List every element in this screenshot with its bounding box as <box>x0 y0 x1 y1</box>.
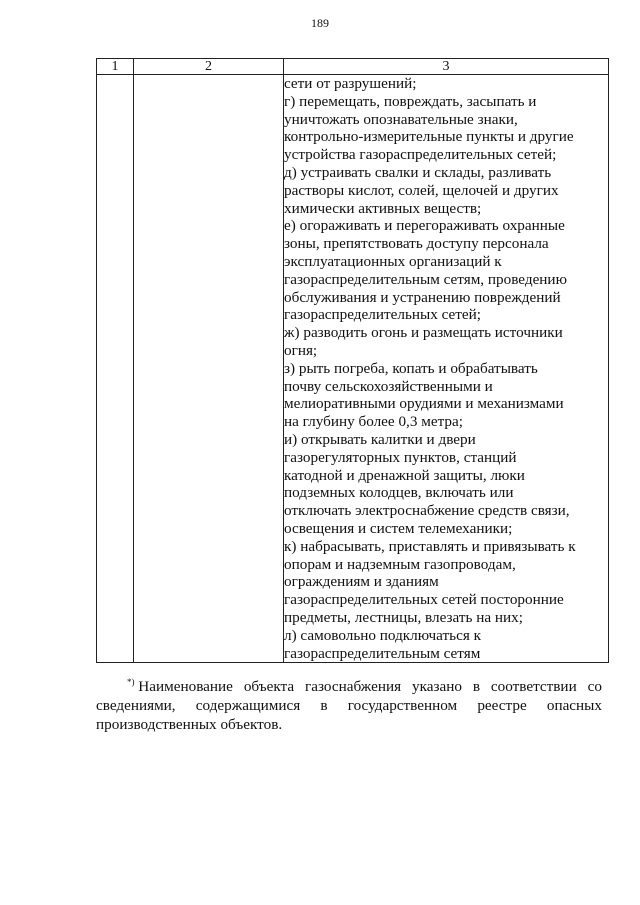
text-line: почву сельскохозяйственными и <box>284 377 493 395</box>
text-line: г) перемещать, повреждать, засыпать и <box>284 92 537 110</box>
text-line: газораспределительным сетям <box>284 644 481 662</box>
text-line: подземных колодцев, включать или <box>284 484 514 502</box>
footnote-line-1 <box>96 677 602 696</box>
text-line: д) устраивать свалки и склады, разливать <box>284 163 552 181</box>
requirements-table <box>96 58 609 663</box>
text-line: зоны, препятствовать доступу персонала <box>284 235 549 253</box>
footnote <box>96 677 602 734</box>
footnote-line-3: производственных объектов. <box>96 716 283 733</box>
text-line: предметы, лестницы, влезать на них; <box>284 608 523 626</box>
text-line: обслуживания и устранению повреждений <box>284 288 561 306</box>
text-line: растворы кислот, солей, щелочей и других <box>284 181 559 199</box>
text-line: опорам и надземным газопроводам, <box>284 555 516 573</box>
footnote-word: содержащимися <box>195 697 301 714</box>
column-header-1: 1 <box>97 59 134 75</box>
text-line: огня; <box>284 341 318 359</box>
table-row <box>97 75 609 663</box>
footnote-word: государственном <box>347 697 458 714</box>
text-line: устройства газораспределительных сетей; <box>284 146 557 164</box>
footnote-word: в <box>472 678 480 695</box>
text-line: ж) разводить огонь и размещать источники <box>284 324 563 342</box>
text-line: уничтожать опознавательные знаки, <box>284 110 518 128</box>
text-line: з) рыть погреба, копать и обрабатывать <box>284 359 538 377</box>
text-line: мелиоративными орудиями и механизмами <box>284 395 564 413</box>
page-number: 189 <box>311 16 329 30</box>
column-header-3: 3 <box>284 59 609 75</box>
text-line: химически активных веществ; <box>284 199 482 217</box>
footnote-word-text: Наименование <box>138 678 233 695</box>
text-line: катодной и дренажной защиты, люки <box>284 466 525 484</box>
footnote-word: опасных <box>546 697 602 714</box>
column-header-2: 2 <box>134 59 284 75</box>
text-line: освещения и систем телемеханики; <box>284 519 513 537</box>
text-line: и) открывать калитки и двери <box>284 430 476 448</box>
footnote-word <box>127 677 233 696</box>
table-cell-column-3 <box>284 75 609 663</box>
footnote-word: соответствии <box>490 678 577 695</box>
text-line: на глубину более 0,3 метра; <box>284 413 463 431</box>
text-line: газорегуляторных пунктов, станций <box>284 448 517 466</box>
footnote-mark: *) <box>127 676 135 687</box>
text-line: газораспределительных сетей; <box>284 306 481 324</box>
text-line: газораспределительным сетям, проведению <box>284 270 567 288</box>
table-cell-column-2 <box>134 75 284 663</box>
footnote-line-2 <box>96 696 602 715</box>
text-line: ограждениям и зданиям <box>284 573 439 591</box>
text-line: е) огораживать и перегораживать охранные <box>284 217 565 235</box>
table-cell-column-1 <box>97 75 134 663</box>
footnote-word: со <box>587 678 602 695</box>
footnote-word: сведениями, <box>96 697 176 714</box>
text-line: отключать электроснабжение средств связи, <box>284 502 570 520</box>
text-line: л) самовольно подключаться к <box>284 626 481 644</box>
text-line: газораспределительных сетей посторонние <box>284 591 564 609</box>
text-line: сети от разрушений; <box>284 75 417 92</box>
footnote-word: объекта <box>243 678 295 695</box>
text-line: эксплуатационных организаций к <box>284 252 502 270</box>
footnote-word: указано <box>411 678 462 695</box>
text-line: контрольно-измерительные пункты и другие <box>284 128 574 146</box>
footnote-word: газоснабжения <box>304 678 402 695</box>
table-header-row <box>97 59 609 75</box>
footnote-word: в <box>320 697 328 714</box>
text-line: к) набрасывать, приставлять и привязывать к <box>284 537 576 555</box>
footnote-word: реестре <box>477 697 527 714</box>
